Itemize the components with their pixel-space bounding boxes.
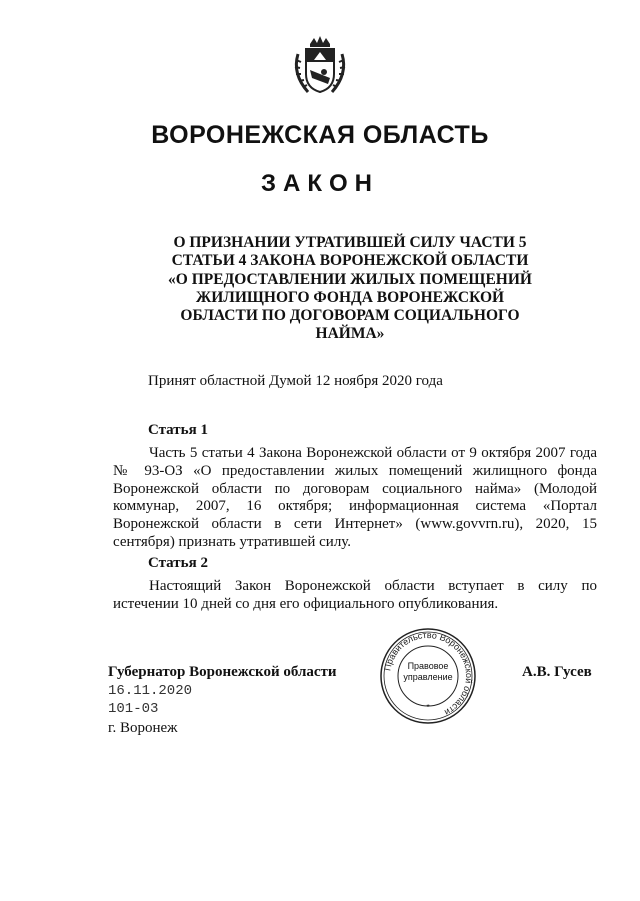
stamp-center-line-2: управление — [403, 672, 453, 682]
stamp-center-line-1: Правовое — [407, 661, 449, 671]
article-1-heading: Статья 1 — [148, 422, 208, 438]
article-1-text: Часть 5 статьи 4 Закона Воронежской области от 9 октября 2007 года № 93-ОЗ «О предоставлении жилых помещений жилищного фонда Воронежской области по договорам социального найма» (Молодой коммунар, 2007, 16 октября; информационная система «Портал Воронежской области в сети Интернет» (www.govvrn.ru), 2020, 15 сентября) признать утратившей силу. — [113, 445, 597, 550]
signatory-title: Губернатор Воронежской области — [108, 664, 337, 680]
document-type: ЗАКОН — [260, 170, 379, 197]
stamp-star: * — [426, 703, 430, 712]
coat-of-arms-icon — [288, 34, 352, 98]
article-2-heading: Статья 2 — [148, 555, 208, 571]
law-title: О ПРИЗНАНИИ УТРАТИВШЕЙ СИЛУ ЧАСТИ 5 СТАТЬИ 4 ЗАКОНА ВОРОНЕЖСКОЙ ОБЛАСТИ «О ПРЕДОСТАВЛЕНИИ ЖИЛЫХ ПОМЕЩЕНИЙ ЖИЛИЩНОГО ФОНДА ВОРОНЕЖСКОЙ ОБЛАСТИ ПО ДОГОВОРАМ СОЦИАЛЬНОГО НАЙМА» — [168, 234, 532, 343]
article-2-text: Настоящий Закон Воронежской области вступает в силу по истечении 10 дней со дня его официального опубликования. — [113, 578, 597, 612]
law-number: 101-03 — [108, 701, 159, 717]
region-heading: ВОРОНЕЖСКАЯ ОБЛАСТЬ — [151, 121, 489, 149]
signing-date: 16.11.2020 — [108, 683, 193, 699]
adoption-note: Принят областной Думой 12 ноября 2020 года — [148, 373, 443, 389]
stamp-center-text — [378, 661, 478, 683]
signing-city: г. Воронеж — [108, 720, 178, 736]
stamp-ring-text: Правительство Воронежской области — [382, 629, 475, 718]
signatory-name: А.В. Гусев — [522, 664, 592, 680]
